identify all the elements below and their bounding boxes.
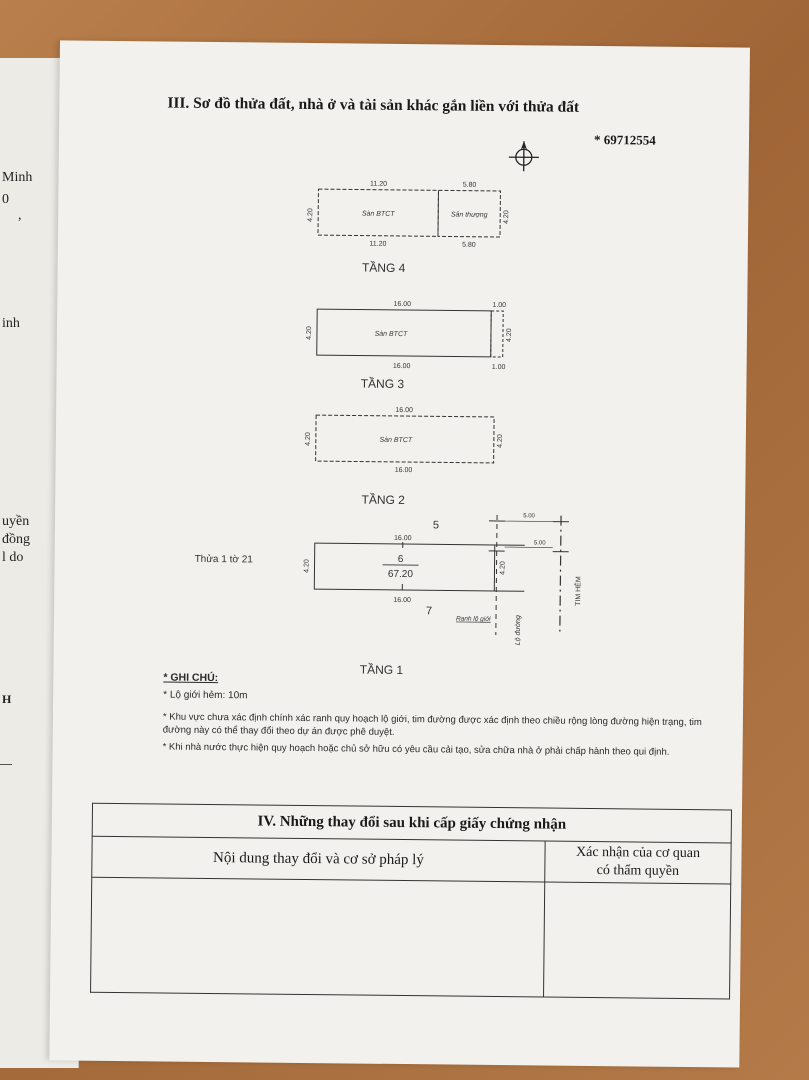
floor4-top-dim-2: 5.80 xyxy=(462,181,477,189)
left-fragment: H xyxy=(2,692,12,706)
floor1-bottom-dim: 16.00 xyxy=(393,596,411,605)
serial-number: * 69712554 xyxy=(593,131,656,148)
floor1-road-label: Lộ đường xyxy=(514,615,523,646)
floor3-side-dim-2: 4.20 xyxy=(505,328,514,342)
floor3-bottom-dim-2: 1.00 xyxy=(491,363,506,372)
left-fragment: l do xyxy=(2,550,24,565)
notes-para2: * Khi nhà nước thực hiện quy hoạch hoặc chủ sở hữu có yêu cầu cải tạo, sửa chữa nhà ở phải chấp hành theo qui định. xyxy=(162,741,670,758)
section3-title: III. Sơ đồ thửa đất, nhà ở và tài sản khác gắn liền với thửa đất xyxy=(167,94,580,116)
left-fragment: Minh xyxy=(2,170,33,185)
floor3-plan xyxy=(305,300,513,392)
left-dash xyxy=(0,764,12,765)
floor2-label: TẦNG 2 xyxy=(361,492,405,508)
section4-title: IV. Những thay đổi sau khi cấp giấy chứng nhận xyxy=(92,803,731,843)
left-fragment: đồng xyxy=(2,532,30,547)
floor3-top-dim-2: 1.00 xyxy=(492,301,507,310)
floor1-parcel: Thửa 1 tờ 21 xyxy=(194,553,253,566)
floor2-side-dim-1: 4.20 xyxy=(304,432,312,446)
certificate-page xyxy=(49,40,750,1067)
floor1-top-dim: 16.00 xyxy=(394,534,412,543)
left-fragment: uyền xyxy=(2,514,30,529)
floor3-room: Sàn BTCT xyxy=(374,330,408,339)
floor4-bottom-dim-1: 11.20 xyxy=(369,240,387,248)
floor1-label: TẦNG 1 xyxy=(359,662,404,678)
changes-content-cell xyxy=(91,877,545,997)
floor3-side-dim-1: 4.20 xyxy=(305,326,314,340)
floor1-alley-label: TIM HẺM xyxy=(575,576,583,606)
left-fragment: , xyxy=(18,208,22,223)
floor-plan-diagram xyxy=(173,172,618,687)
floor4-room-2: Sân thượng xyxy=(450,211,488,219)
floor2-bottom-dim: 16.00 xyxy=(394,466,413,475)
floor4-side-dim-1: 4.20 xyxy=(307,208,315,222)
notes-heading: * GHI CHÚ: xyxy=(163,671,219,685)
floor1-area: 67.20 xyxy=(387,568,414,581)
changes-confirm-cell xyxy=(544,882,731,999)
floor1-neighbor-bottom: 7 xyxy=(425,605,433,618)
floor3-bottom-dim-1: 16.00 xyxy=(392,362,411,371)
notes-para1: * Khu vực chưa xác định chính xác ranh quy hoạch lộ giới, tim đường được xác định theo chiều rộng lòng đường hiện trạng, tim đường này có thể thay đổi theo dự án được phê duyệt. xyxy=(162,711,702,738)
floor4-side-dim-2: 4.20 xyxy=(503,210,511,224)
confirm-line2: có thẩm quyền xyxy=(596,863,680,879)
floor4-top-dim-1: 11.20 xyxy=(369,180,388,188)
floor2-plan xyxy=(304,406,504,508)
floor1-side-dim-1: 4.20 xyxy=(303,559,311,573)
confirm-line1: Xác nhận của cơ quan xyxy=(575,844,701,862)
floor1-neighbor-top: 5 xyxy=(432,519,440,532)
floor4-room-1: Sàn BTCT xyxy=(361,210,395,218)
floor1-side-dim-2: 4.20 xyxy=(499,561,507,575)
notes-line1: * Lộ giới hẻm: 10m xyxy=(163,689,248,702)
floor1-plan xyxy=(193,510,583,679)
floor1-lot-number: 6 xyxy=(397,553,404,566)
floor2-room: Sàn BTCT xyxy=(379,436,413,445)
left-fragment: inh xyxy=(2,316,20,331)
floor2-top-dim: 16.00 xyxy=(395,406,413,415)
changes-col-confirm xyxy=(545,841,731,884)
notes-block xyxy=(163,672,724,760)
changes-table xyxy=(90,803,732,1000)
floor2-side-dim-2: 4.20 xyxy=(496,434,504,448)
floor4-plan xyxy=(307,180,511,276)
compass-north-icon xyxy=(507,139,541,173)
floor1-road-dim-2: 5.00 xyxy=(533,540,546,547)
left-fragment: 0 xyxy=(2,192,9,207)
floor1-road-dim-1: 5.00 xyxy=(523,513,535,520)
floor3-label: TẦNG 3 xyxy=(360,376,405,392)
floor1-boundary-label: Ranh lộ giới xyxy=(455,615,491,623)
floor4-bottom-dim-2: 5.80 xyxy=(462,241,476,249)
changes-col-content: Nội dung thay đổi và cơ sở pháp lý xyxy=(92,836,545,882)
floor4-label: TẦNG 4 xyxy=(361,260,406,276)
floor3-top-dim-1: 16.00 xyxy=(393,300,412,309)
